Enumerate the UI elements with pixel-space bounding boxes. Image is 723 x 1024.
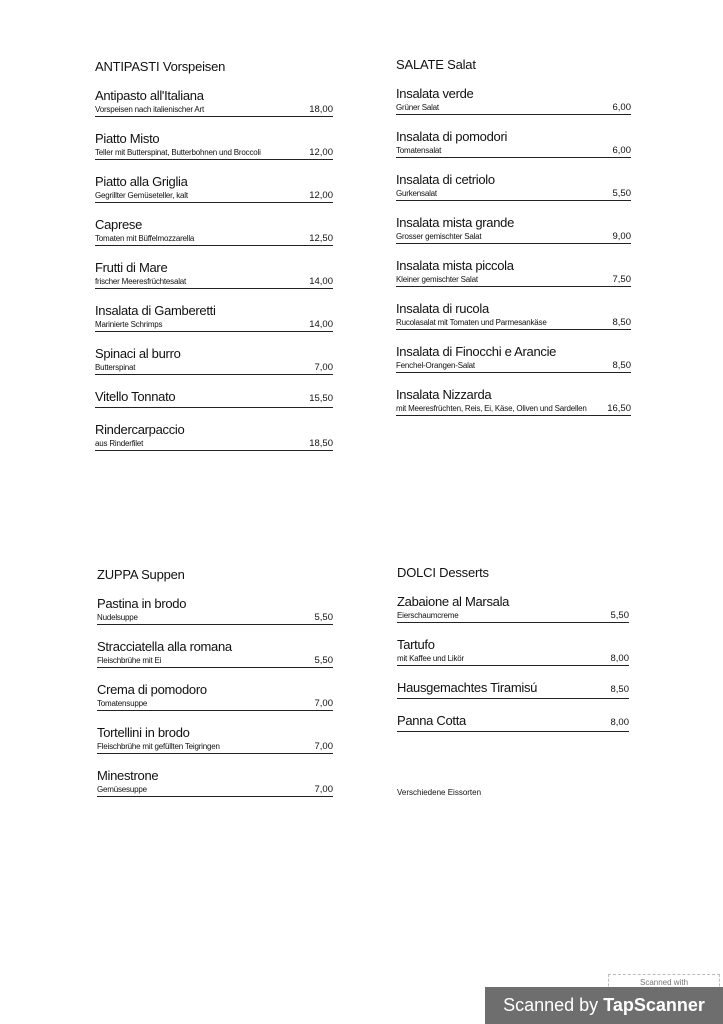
item-price: 12,50 (309, 233, 333, 244)
item-description: frischer Meeresfrüchtesalat (95, 277, 187, 286)
dolci-note: Verschiedene Eissorten (397, 788, 482, 797)
menu-item (396, 129, 631, 158)
item-price: 12,00 (309, 147, 333, 158)
section-title: DOLCI Desserts (397, 565, 489, 580)
item-name: Vitello Tonnato (95, 389, 176, 404)
item-name: Minestrone (97, 768, 159, 783)
item-description: Fleischbrühe mit gefüllten Teigringen (97, 742, 220, 751)
item-description: Kleiner gemischter Salat (396, 275, 478, 284)
item-name: Pastina in brodo (97, 596, 187, 611)
item-price: 7,00 (314, 784, 333, 795)
item-name: Frutti di Mare (95, 260, 168, 275)
item-description: Tomatensalat (396, 146, 442, 155)
item-description: aus Rinderfilet (95, 439, 144, 448)
item-price: 5,50 (610, 610, 629, 621)
item-price: 7,00 (314, 698, 333, 709)
item-name: Crema di pomodoro (97, 682, 207, 697)
item-name: Insalata mista piccola (396, 258, 514, 273)
item-description: Marinierte Schrimps (95, 320, 163, 329)
item-name: Panna Cotta (397, 713, 466, 728)
menu-item (97, 768, 333, 797)
item-price: 18,00 (309, 104, 333, 115)
menu-item (396, 258, 631, 287)
item-name: Stracciatella alla romana (97, 639, 232, 654)
section-dolci (397, 565, 629, 746)
section-zuppa (97, 567, 333, 811)
item-price: 8,50 (612, 360, 631, 371)
item-price: 15,50 (309, 393, 333, 404)
watermark-brand: TapScanner (603, 995, 705, 1015)
item-price: 5,50 (314, 612, 333, 623)
menu-item (95, 346, 333, 375)
item-name: Insalata di pomodori (396, 129, 508, 144)
item-description: Fenchel-Orangen-Salat (396, 361, 475, 370)
item-description: Eierschaumcreme (397, 611, 459, 620)
menu-item (95, 389, 333, 408)
section-title: ZUPPA Suppen (97, 567, 185, 582)
menu-item (97, 639, 333, 668)
item-name: Insalata Nizzarda (396, 387, 492, 402)
item-name: Insalata verde (396, 86, 474, 101)
menu-item (396, 387, 631, 416)
item-price: 8,00 (610, 717, 629, 728)
watermark-small: Scanned with (608, 974, 720, 991)
menu-item (396, 301, 631, 330)
menu-item (397, 637, 629, 666)
menu-item (97, 725, 333, 754)
item-name: Tortellini in brodo (97, 725, 190, 740)
item-description: Gegrillter Gemüseteller, kalt (95, 191, 188, 200)
item-name: Piatto Misto (95, 131, 160, 146)
item-price: 8,00 (610, 653, 629, 664)
watermark-prefix: Scanned by (503, 995, 599, 1015)
item-price: 5,50 (612, 188, 631, 199)
menu-item (396, 86, 631, 115)
item-name: Rindercarpaccio (95, 422, 185, 437)
menu-item (95, 131, 333, 160)
item-description: Tomatensuppe (97, 699, 148, 708)
menu-item (97, 682, 333, 711)
menu-item (95, 303, 333, 332)
item-name: Spinaci al burro (95, 346, 181, 361)
item-name: Antipasto all'Italiana (95, 88, 204, 103)
item-price: 14,00 (309, 319, 333, 330)
menu-item (397, 713, 629, 732)
item-description: mit Meeresfrüchten, Reis, Ei, Käse, Oliven und Sardellen (396, 404, 587, 413)
item-description: Vorspeisen nach italienischer Art (95, 105, 205, 114)
item-name: Piatto alla Griglia (95, 174, 188, 189)
item-price: 6,00 (612, 102, 631, 113)
section-title: SALATE Salat (396, 57, 476, 72)
item-description: Teller mit Butterspinat, Butterbohnen und Broccoli (95, 148, 261, 157)
item-price: 7,50 (612, 274, 631, 285)
item-name: Tartufo (397, 637, 435, 652)
item-name: Insalata mista grande (396, 215, 514, 230)
item-name: Insalata di Gamberetti (95, 303, 216, 318)
menu-item (397, 680, 629, 699)
item-price: 8,50 (612, 317, 631, 328)
item-description: Gurkensalat (396, 189, 437, 198)
item-price: 18,50 (309, 438, 333, 449)
item-price: 14,00 (309, 276, 333, 287)
item-price: 8,50 (610, 684, 629, 695)
item-price: 7,00 (314, 362, 333, 373)
menu-item (396, 344, 631, 373)
item-price: 7,00 (314, 741, 333, 752)
watermark-banner (485, 987, 723, 1024)
item-name: Insalata di Finocchi e Arancie (396, 344, 557, 359)
item-price: 16,50 (607, 403, 631, 414)
item-description: Butterspinat (95, 363, 136, 372)
menu-item (95, 88, 333, 117)
item-name: Insalata di rucola (396, 301, 489, 316)
section-antipasti (95, 59, 333, 465)
item-price: 12,00 (309, 190, 333, 201)
section-title: ANTIPASTI Vorspeisen (95, 59, 226, 74)
item-name: Insalata di cetriolo (396, 172, 495, 187)
item-description: mit Kaffee und Likör (397, 654, 465, 663)
item-name: Hausgemachtes Tiramisú (397, 680, 538, 695)
item-description: Gemüsesuppe (97, 785, 147, 794)
menu-item (397, 594, 629, 623)
menu-item (97, 596, 333, 625)
menu-item (396, 172, 631, 201)
item-description: Rucolasalat mit Tomaten und Parmesankäse (396, 318, 547, 327)
item-price: 5,50 (314, 655, 333, 666)
item-name: Caprese (95, 217, 143, 232)
item-price: 6,00 (612, 145, 631, 156)
item-price: 9,00 (612, 231, 631, 242)
item-description: Nudelsuppe (97, 613, 138, 622)
item-name: Zabaione al Marsala (397, 594, 510, 609)
menu-item (95, 422, 333, 451)
item-description: Tomaten mit Büffelmozzarella (95, 234, 195, 243)
item-description: Grosser gemischter Salat (396, 232, 482, 241)
menu-item (95, 260, 333, 289)
section-salate (396, 57, 631, 430)
menu-item (95, 174, 333, 203)
item-description: Grüner Salat (396, 103, 439, 112)
menu-item (396, 215, 631, 244)
item-description: Fleischbrühe mit Ei (97, 656, 162, 665)
menu-item (95, 217, 333, 246)
